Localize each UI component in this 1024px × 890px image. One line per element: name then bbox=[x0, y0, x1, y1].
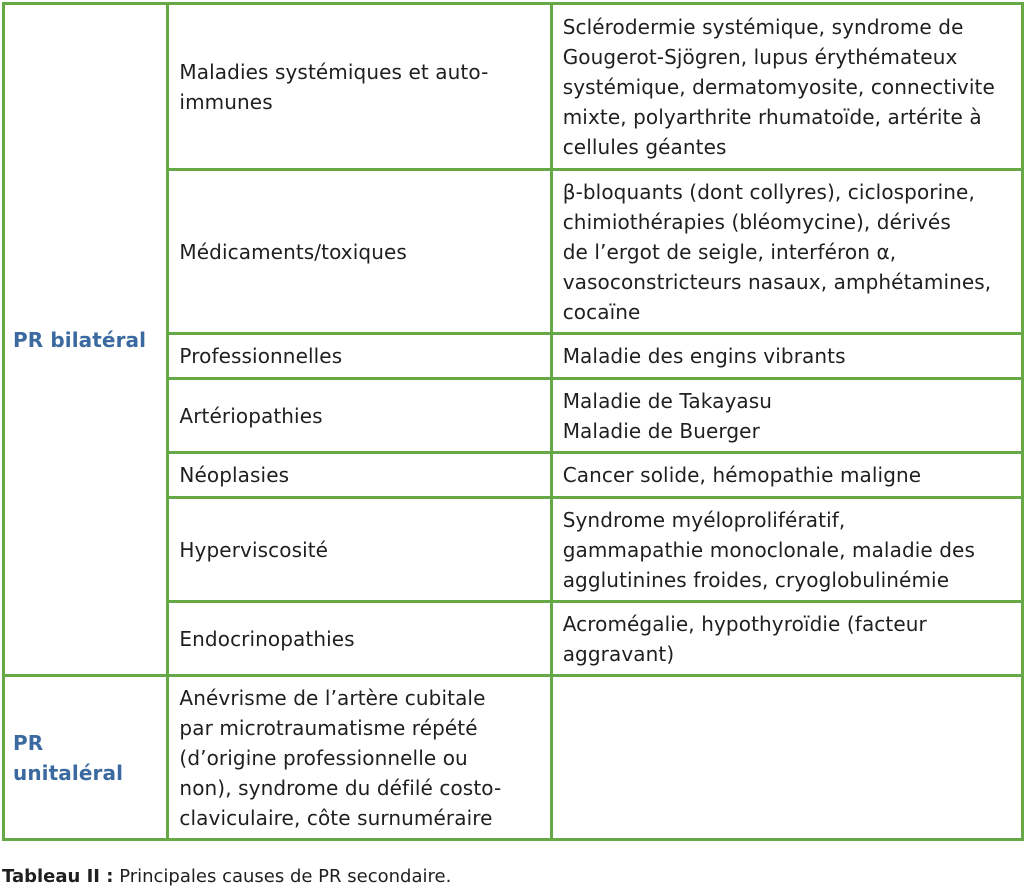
details-cell bbox=[551, 602, 1022, 676]
details-line: Cancer solide, hémopathie maligne bbox=[562, 463, 922, 487]
table-row bbox=[4, 676, 1023, 840]
category-line: non), syndrome du défilé costo- bbox=[179, 775, 502, 800]
category-line: Maladies systémiques et auto- bbox=[179, 59, 489, 84]
details-line: Gougerot-Sjögren, lupus érythémateux bbox=[562, 44, 958, 69]
details-line: systémique, dermatomyosite, connectivite bbox=[562, 74, 995, 99]
table-caption bbox=[2, 866, 451, 888]
category-line: par microtraumatisme répété bbox=[179, 715, 478, 740]
details-line: Sclérodermie systémique, syndrome de bbox=[562, 14, 964, 39]
details-line: aggravant) bbox=[562, 641, 675, 666]
causes-table bbox=[2, 2, 1024, 841]
details-line: Maladie de Buerger bbox=[562, 418, 760, 443]
details-line: agglutinines froides, cryoglobulinémie bbox=[562, 567, 950, 592]
caption-text: Principales causes de PR secondaire. bbox=[113, 866, 452, 887]
category-line: immunes bbox=[179, 89, 273, 114]
details-line: chimiothérapies (bléomycine), dérivés bbox=[562, 209, 951, 234]
category-line: (d’origine professionnelle ou bbox=[179, 745, 468, 770]
table-row bbox=[4, 4, 1023, 170]
details-line: vasoconstricteurs nasaux, amphétamines, bbox=[562, 269, 992, 294]
details-cell bbox=[551, 4, 1022, 170]
category-cell bbox=[168, 170, 551, 334]
caption-label: Tableau II : bbox=[2, 866, 114, 887]
category-cell bbox=[168, 602, 551, 676]
category-line: Artériopathies bbox=[179, 403, 323, 428]
details-line: Maladie de Takayasu bbox=[562, 388, 773, 413]
details-cell bbox=[551, 334, 1022, 379]
group-label-unilateral: PR unitaléral bbox=[4, 676, 168, 840]
details-line: mixte, polyarthrite rhumatoïde, artérite à bbox=[562, 104, 982, 129]
category-cell bbox=[168, 379, 551, 453]
details-line: de l’ergot de seigle, interféron α, bbox=[562, 239, 897, 264]
group-label-bilateral: PR bilatéral bbox=[4, 4, 168, 676]
category-cell bbox=[168, 334, 551, 379]
category-line: claviculaire, côte surnuméraire bbox=[179, 805, 493, 830]
category-line: Anévrisme de l’artère cubitale bbox=[179, 685, 486, 710]
details-line: Acromégalie, hypothyroïdie (facteur bbox=[562, 611, 927, 636]
category-line: Professionnelles bbox=[179, 344, 343, 368]
category-line: Hyperviscosité bbox=[179, 537, 329, 562]
details-cell bbox=[551, 498, 1022, 602]
category-cell bbox=[168, 453, 551, 498]
category-cell bbox=[168, 676, 551, 840]
category-line: Endocrinopathies bbox=[179, 626, 355, 651]
details-line: cellules géantes bbox=[562, 134, 727, 159]
details-line: β-bloquants (dont collyres), ciclosporine, bbox=[562, 179, 975, 204]
category-line: Médicaments/toxiques bbox=[179, 239, 407, 264]
details-line: Maladie des engins vibrants bbox=[562, 344, 846, 368]
details-line: gammapathie monoclonale, maladie des bbox=[562, 537, 975, 562]
details-cell-empty bbox=[551, 676, 1022, 840]
details-cell bbox=[551, 170, 1022, 334]
category-line: Néoplasies bbox=[179, 463, 290, 487]
details-line: Syndrome myéloprolifératif, bbox=[562, 507, 846, 532]
details-line: cocaïne bbox=[562, 299, 641, 324]
details-cell bbox=[551, 379, 1022, 453]
category-cell bbox=[168, 498, 551, 602]
details-cell bbox=[551, 453, 1022, 498]
category-cell bbox=[168, 4, 551, 170]
